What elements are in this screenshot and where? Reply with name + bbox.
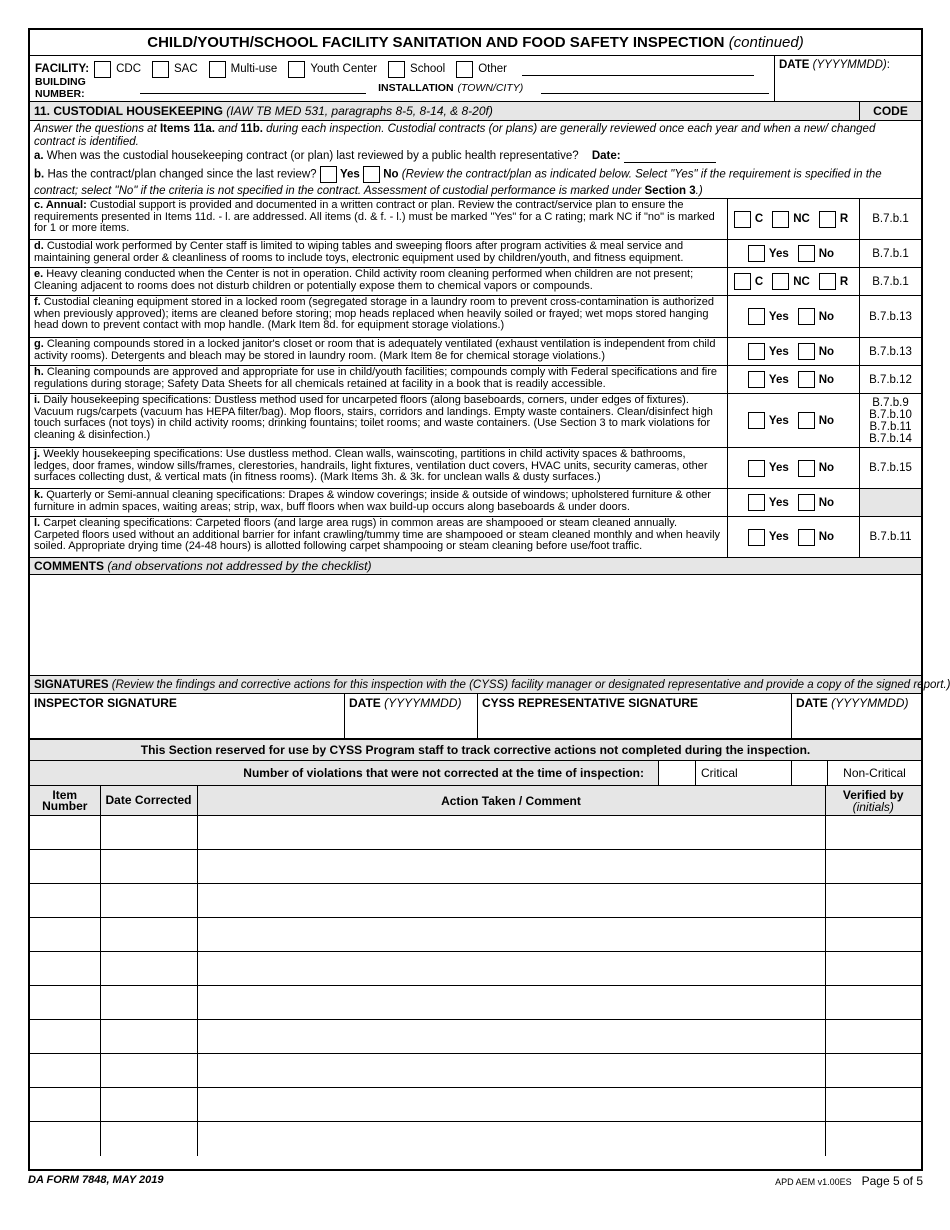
action-cell[interactable] [197,816,825,850]
youth-center-checkbox[interactable] [288,61,305,78]
action-cell[interactable] [197,850,825,884]
facility-row: FACILITY: CDC SAC Multi-use Youth Center School Other BUILDING NUMBER: INSTALLATION (TOWN/CITY) DATE (YYYYMMDD): [30,56,921,102]
table-row [30,1088,921,1122]
review-date-field[interactable] [624,152,716,163]
verified-cell[interactable] [825,1088,921,1122]
action-cell[interactable] [197,884,825,918]
date-corrected-cell[interactable] [100,1088,197,1122]
verified-cell[interactable] [825,918,921,952]
school-checkbox[interactable] [388,61,405,78]
cdc-checkbox[interactable] [94,61,111,78]
no-checkbox[interactable] [798,308,815,325]
multi-use-checkbox[interactable] [209,61,226,78]
yes-checkbox[interactable] [748,494,765,511]
verified-cell[interactable] [825,850,921,884]
item-number-cell[interactable] [30,850,100,884]
inspection-form [28,28,950,1171]
checklist-item: f. Custodial cleaning equipment stored in a locked room (segregated storage in a laundry room to prevent cross-contamination is authorized when previously approved); items are cleaned before storing; mop heads replaced when heavily soiled or frayed; wet mops stored hanging head down to prevent contact with mop handle. (Mark Item 8d. for equipment storage violations.) Yes No B.7.b.13 [30,296,921,338]
c-checkbox[interactable] [734,273,751,290]
action-cell[interactable] [197,1122,825,1156]
verified-cell[interactable] [825,952,921,986]
no-checkbox[interactable] [798,412,815,429]
checklist-item: g. Cleaning compounds stored in a locked janitor's closet or room that is adequately ventilated (exhaust ventilation is independent from child activity rooms). Detergents and bleach may be stored in laundry room. (Mark Item 8e for chemical storage violations.) Yes No B.7.b.13 [30,338,921,366]
item-code: B.7.b.9 B.7.b.10 B.7.b.11 B.7.b.14 [859,394,921,447]
table-row [30,1020,921,1054]
facility-label: FACILITY: [35,63,90,75]
action-cell[interactable] [197,1020,825,1054]
r-checkbox[interactable] [819,211,836,228]
other-checkbox[interactable] [456,61,473,78]
table-row [30,1122,921,1156]
item-number-cell[interactable] [30,952,100,986]
inspector-signature-field[interactable]: INSPECTOR SIGNATURE [34,696,177,710]
noncritical-count-field[interactable] [791,761,827,785]
item-code: B.7.b.13 [859,296,921,337]
no-checkbox[interactable] [798,343,815,360]
form-title: CHILD/YOUTH/SCHOOL FACILITY SANITATION AND FOOD SAFETY INSPECTION (continued) [30,30,921,56]
checklist-item: i. Daily housekeeping specifications: Dustless method used for uncarpeted floors (along baseboards, corners, under edges of fixtures). Vacuum rugs/carpets (vacuum has HEPA filter/bag). Mop floors, stairs, corridors and landings. Empty waste containers. Clean/disinfect high touch surfaces (not toys) in child activity rooms; drinking fountains; toilet rooms; and waste containers. (Use Section 3 to mark violations for cleaning & disinfection.) Yes No B.7.b.9 B.7.b.10 B.7.b.11 B.7.b.14 [30,394,921,448]
checklist-item: k. Quarterly or Semi-annual cleaning specifications: Drapes & window coverings; inside & outside of windows; upholstered furniture & other furniture in admin spaces, waiting areas; strip, wax, buff floors when wax build-up occurs along baseboards & under doors. Yes No [30,489,921,517]
yes-checkbox[interactable] [748,245,765,262]
date-corrected-cell[interactable] [100,952,197,986]
verified-cell[interactable] [825,986,921,1020]
checklist-item: j. Weekly housekeeping specifications: Use dustless method. Clean walls, wainscoting, partitions in child activity spaces & bathrooms, ledges, door frames, window sills/frames, clerestories, handrails, light fixtures, ventilation duct covers, HVAC units, security cameras, other surfaces collecting dust, & vertical mats (in fitness rooms). (Mark Items 3h. & 3k. for unclean walls & dusty surfaces.) Yes No B.7.b.15 [30,448,921,489]
inspector-date-field[interactable]: DATE (YYYYMMDD) [344,694,477,738]
checklist-item: c. Annual: Custodial support is provided and documented in a written contract or plan. Review the contract/service plan to ensure the requirements presented in Items 11d. - l. are addressed. All items (d. & f. - l.) must be marked "Yes" for a C rating; mark NC if "no" is marked for 1 or more items. C NC R B.7.b.1 [30,199,921,240]
section-11-header: 11. CUSTODIAL HOUSEKEEPING (IAW TB MED 531, paragraphs 8-5, 8-14, & 8-20f) CODE [30,102,921,121]
comments-field[interactable] [30,575,921,676]
date-corrected-header: Date Corrected [100,786,197,816]
verified-header: Verified by (initials) [825,786,921,816]
item-code [859,489,921,516]
checklist-items [30,199,921,558]
date-corrected-cell[interactable] [100,1020,197,1054]
date-corrected-cell[interactable] [100,850,197,884]
item-number-cell[interactable] [30,1054,100,1088]
checklist-item: h. Cleaning compounds are approved and appropriate for use in child/youth facilities; compounds comply with Federal specifications and fire regulations during storage; Safety Data Sheets for all chemicals retained at facility in a book that is readily accessible. Yes No B.7.b.12 [30,366,921,394]
form-number: DA FORM 7848, MAY 2019 [28,1174,164,1186]
no-checkbox[interactable] [798,371,815,388]
table-row [30,884,921,918]
nc-checkbox[interactable] [772,273,789,290]
table-row [30,1054,921,1088]
reserved-banner: This Section reserved for use by CYSS Program staff to track corrective actions not completed during the inspection. [30,740,921,761]
yes-checkbox[interactable] [748,343,765,360]
item-number-cell[interactable] [30,1122,100,1156]
date-corrected-cell[interactable] [100,986,197,1020]
item-code: B.7.b.1 [859,240,921,267]
action-cell[interactable] [197,952,825,986]
verified-cell[interactable] [825,884,921,918]
installation-field[interactable] [541,82,769,94]
table-row [30,918,921,952]
nc-checkbox[interactable] [772,211,789,228]
no-checkbox[interactable] [798,460,815,477]
item-number-cell[interactable] [30,1088,100,1122]
table-row [30,816,921,850]
yes-checkbox[interactable] [748,412,765,429]
verified-cell[interactable] [825,1122,921,1156]
item-code: B.7.b.1 [859,268,921,295]
item-number-header: Item Number [30,786,100,816]
no-checkbox[interactable] [798,494,815,511]
no-checkbox[interactable] [798,245,815,262]
item-code: B.7.b.13 [859,338,921,365]
date-corrected-cell[interactable] [100,816,197,850]
yes-checkbox[interactable] [748,460,765,477]
checklist-item: d. Custodial work performed by Center staff is limited to wiping tables and sweeping floors after program activities & meal service and maintaining general order & cleanliness of rooms to include toys, electronic equipment used by children/youth, and fitness equipment. Yes No B.7.b.1 [30,240,921,268]
action-header: Action Taken / Comment [197,786,825,816]
r-checkbox[interactable] [819,273,836,290]
action-cell[interactable] [197,1054,825,1088]
yes-checkbox[interactable] [748,308,765,325]
no-checkbox[interactable] [798,529,815,546]
action-cell[interactable] [197,918,825,952]
item-code: B.7.b.1 [859,199,921,239]
checklist-item: e. Heavy cleaning conducted when the Center is not in operation. Child activity room cleaning performed when children are not present; Cleaning adjacent to rooms does not disturb children or potentially expose them to chemical vapors or compounds. C NC R B.7.b.1 [30,268,921,296]
item-code: B.7.b.12 [859,366,921,393]
item-code: B.7.b.15 [859,448,921,488]
yes-checkbox[interactable] [748,529,765,546]
date-corrected-cell[interactable] [100,1122,197,1156]
signature-row [30,694,921,740]
date-corrected-cell[interactable] [100,918,197,952]
table-row [30,986,921,1020]
cyss-signature-field[interactable]: CYSS REPRESENTATIVE SIGNATURE [477,694,791,738]
contract-changed-no-checkbox[interactable] [363,166,380,183]
table-header-row [30,786,921,816]
date-corrected-cell[interactable] [100,1054,197,1088]
verified-cell[interactable] [825,1020,921,1054]
yes-checkbox[interactable] [748,371,765,388]
table-row [30,850,921,884]
checklist-item: l. Carpet cleaning specifications: Carpeted floors (and large area rugs) in common areas are shampooed or steam cleaned annually. Carpeted floors used without an additional barrier for infant crawling/tummy time are shampooed or steam cleaned monthly and when heavily soiled. Appropriate drying time (24-48 hours) is allotted following carpet shampooing or steam cleaning before use/foot traffic. Yes No B.7.b.11 [30,517,921,558]
action-cell[interactable] [197,1088,825,1122]
table-row [30,952,921,986]
item-number-cell[interactable] [30,816,100,850]
sac-checkbox[interactable] [152,61,169,78]
date-corrected-cell[interactable] [100,884,197,918]
item-number-cell[interactable] [30,918,100,952]
signatures-header: SIGNATURES (Review the findings and corrective actions for this inspection with the (CYSS) facility manager or designated representative and provide a copy of the signed report.) [30,676,921,694]
page-number: Page 5 of 5 [861,1174,923,1188]
other-field[interactable] [522,62,754,76]
date-field[interactable]: DATE (YYYYMMDD): [774,56,921,101]
item-code: B.7.b.11 [859,517,921,557]
building-number-field[interactable] [140,82,366,94]
item-number-cell[interactable] [30,1020,100,1054]
item-number-cell[interactable] [30,884,100,918]
comments-header: COMMENTS (and observations not addressed by the checklist) [30,558,921,575]
section-11-intro: Answer the questions at Items 11a. and 11b. during each inspection. Custodial contracts (or plans) are generally reviewed once each year and when a new/ changed contract is identified. a. When was the custodial housekeeping contract (or plan) last reviewed by a public health representative? Date: b. Has the contract/plan changed since the last review? Yes No (Review the contract/plan as indicated below. Select "Yes" if the requirement is specified in the contract; select "No" if the criteria is not specified in the contract. Assessment of custodial performance is marked under Section 3.) [30,121,921,199]
verified-cell[interactable] [825,1054,921,1088]
c-checkbox[interactable] [734,211,751,228]
corrective-actions-table [30,785,921,1156]
cyss-date-field[interactable]: DATE (YYYYMMDD) [791,694,921,738]
action-cell[interactable] [197,986,825,1020]
item-number-cell[interactable] [30,986,100,1020]
contract-changed-yes-checkbox[interactable] [320,166,337,183]
verified-cell[interactable] [825,816,921,850]
violations-row: Number of violations that were not corrected at the time of inspection: Critical Non-Critical [30,761,921,786]
critical-count-field[interactable] [658,761,695,785]
form-footer: DA FORM 7848, MAY 2019 APD AEM v1.00ES Page 5 of 5 [28,1174,923,1188]
